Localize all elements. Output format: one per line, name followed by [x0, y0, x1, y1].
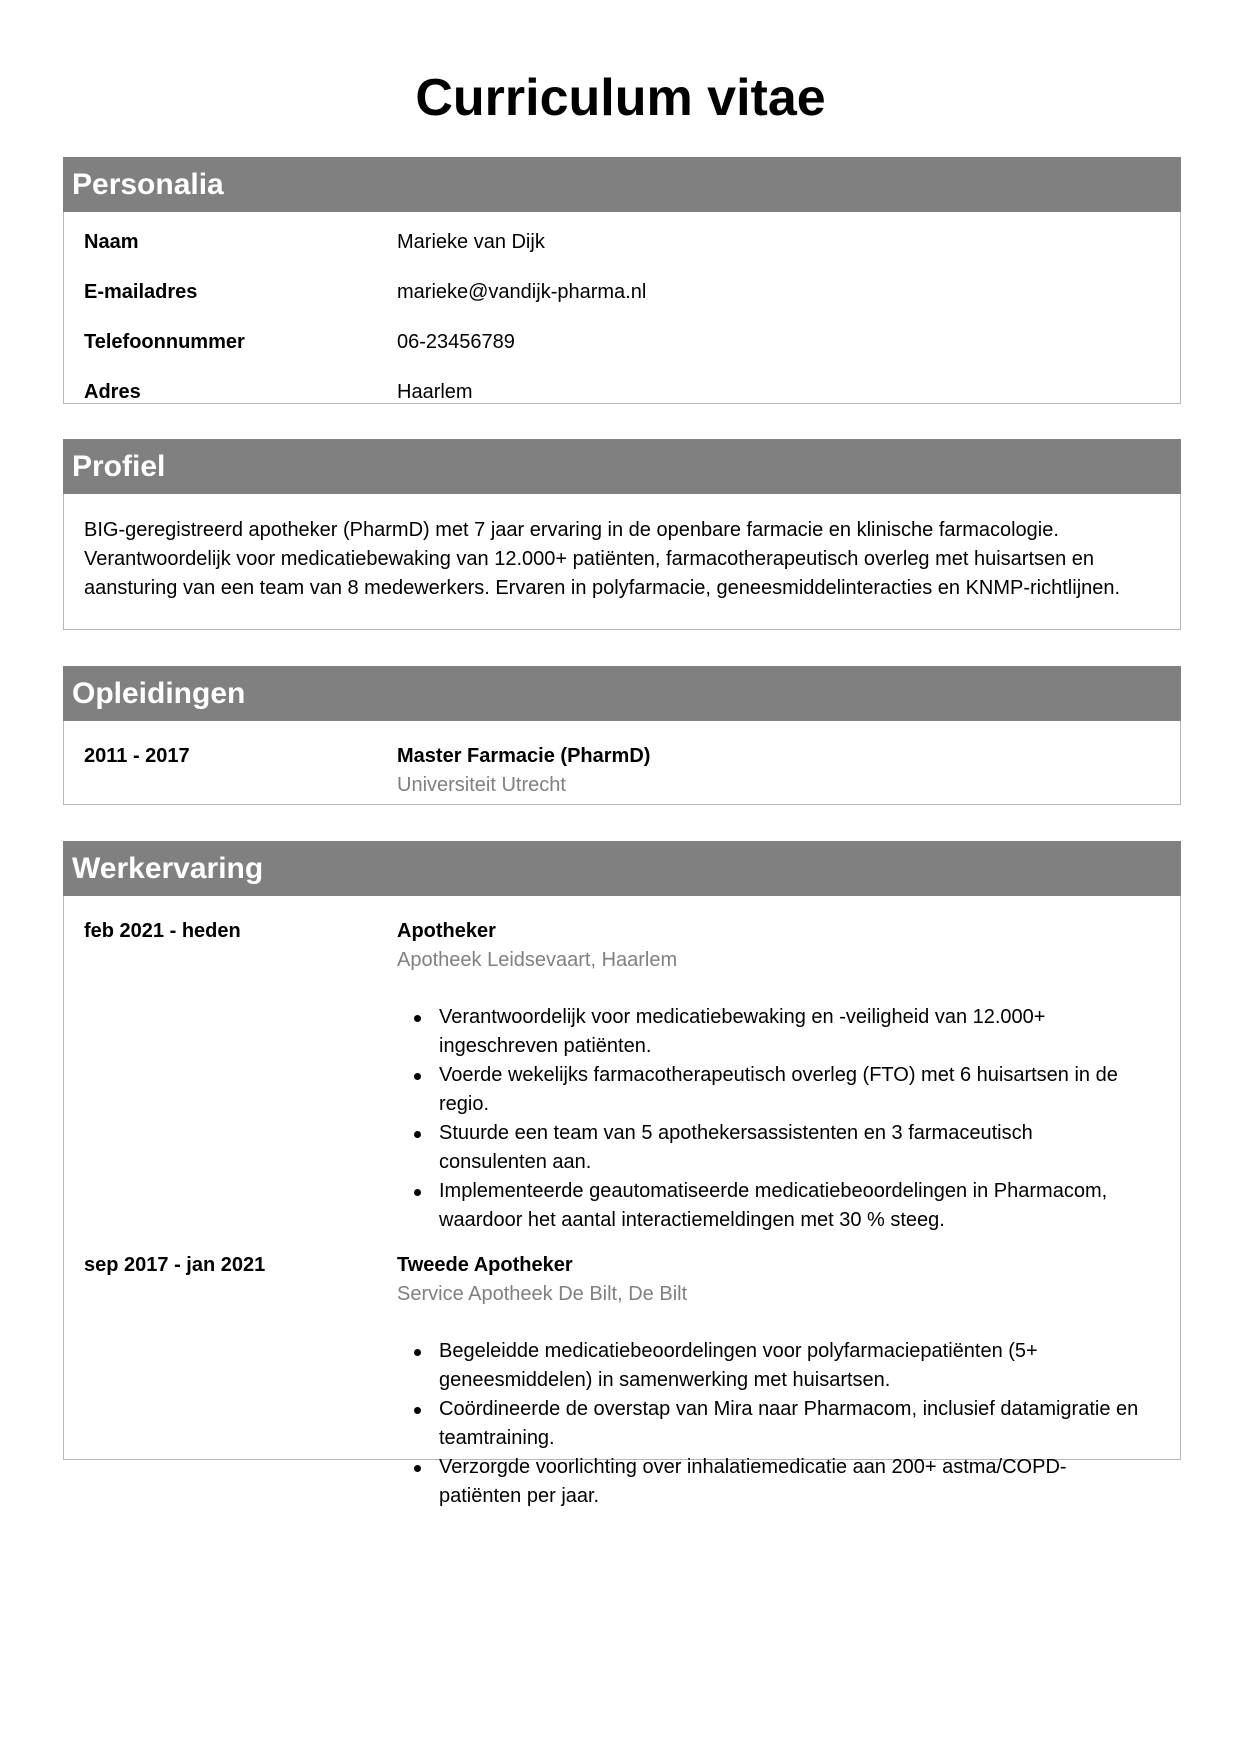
entry-organization: Universiteit Utrecht	[397, 774, 566, 796]
row-value: Haarlem	[397, 381, 473, 403]
row-label: Telefoonnummer	[84, 331, 245, 353]
row-label: E-mailadres	[84, 281, 198, 303]
education-list	[64, 721, 1180, 821]
work-experience-list	[64, 896, 1180, 1532]
entry-title: Tweede Apotheker	[397, 1254, 573, 1276]
personal-details-list	[64, 212, 1180, 425]
row-label: Naam	[84, 231, 139, 253]
section-werkervaring	[63, 841, 1181, 1507]
responsibility-item: Stuurde een team van 5 apothekersassistenten en 3 farmaceutisch consulenten aan.	[397, 1119, 1160, 1177]
responsibility-item: Implementeerde geautomatiseerde medicatiebeoordelingen in Pharmacom, waardoor het aantal interactiemeldingen met 30 % steeg.	[397, 1177, 1160, 1235]
responsibilities-list	[397, 1337, 1160, 1511]
personal-row-email	[64, 278, 1180, 307]
responsibilities-list	[397, 1003, 1160, 1235]
responsibility-item: Voerde wekelijks farmacotherapeutisch overleg (FTO) met 6 huisartsen in de regio.	[397, 1061, 1160, 1119]
page-title: Curriculum vitae	[415, 69, 826, 127]
row-label: Adres	[84, 381, 141, 403]
section-header-profiel: Profiel	[63, 439, 1181, 494]
row-value: 06-23456789	[397, 331, 515, 353]
responsibility-item: Verzorgde voorlichting over inhalatiemedicatie aan 200+ astma/COPD-patiënten per jaar.	[397, 1453, 1160, 1511]
entry-title: Master Farmacie (PharmD)	[397, 745, 651, 767]
personal-row-phone	[64, 328, 1180, 357]
responsibility-item: Begeleidde medicatiebeoordelingen voor polyfarmaciepatiënten (5+ geneesmiddelen) in samenwerking met huisartsen.	[397, 1337, 1160, 1395]
entry-period: 2011 - 2017	[84, 745, 190, 767]
entry-title: Apotheker	[397, 920, 496, 942]
education-entry	[64, 742, 1180, 800]
section-header-personalia: Personalia	[63, 157, 1181, 212]
work-entry	[64, 1251, 1180, 1511]
entry-organization: Service Apotheek De Bilt, De Bilt	[397, 1283, 688, 1305]
responsibility-item: Coördineerde de overstap van Mira naar Pharmacom, inclusief datamigratie en teamtraining.	[397, 1395, 1160, 1453]
entry-period: sep 2017 - jan 2021	[84, 1254, 266, 1276]
profile-text: BIG-geregistreerd apotheker (PharmD) met 7 jaar ervaring in de openbare farmacie en klinische farmacologie. Verantwoordelijk voor medicatiebewaking van 12.000+ patiënten, farmacotherapeutisch overleg met huisartsen en aansturing van een team van 8 medewerkers. Ervaren in polyfarmacie, geneesmiddelinteracties en KNMP-richtlijnen.	[84, 519, 1121, 599]
section-header-opleidingen: Opleidingen	[63, 666, 1181, 721]
row-value: Marieke van Dijk	[397, 231, 545, 253]
section-profiel	[63, 439, 1181, 630]
entry-period: feb 2021 - heden	[84, 920, 241, 942]
section-personalia	[63, 157, 1181, 404]
row-value: marieke@vandijk-pharma.nl	[397, 281, 647, 303]
section-opleidingen	[63, 666, 1181, 805]
responsibility-item: Verantwoordelijk voor medicatiebewaking en -veiligheid van 12.000+ ingeschreven patiënten.	[397, 1003, 1160, 1061]
personal-row-name	[64, 228, 1180, 257]
section-header-werkervaring: Werkervaring	[63, 841, 1181, 896]
entry-organization: Apotheek Leidsevaart, Haarlem	[397, 949, 678, 971]
personal-row-address	[64, 378, 1180, 407]
work-entry	[64, 917, 1180, 1235]
